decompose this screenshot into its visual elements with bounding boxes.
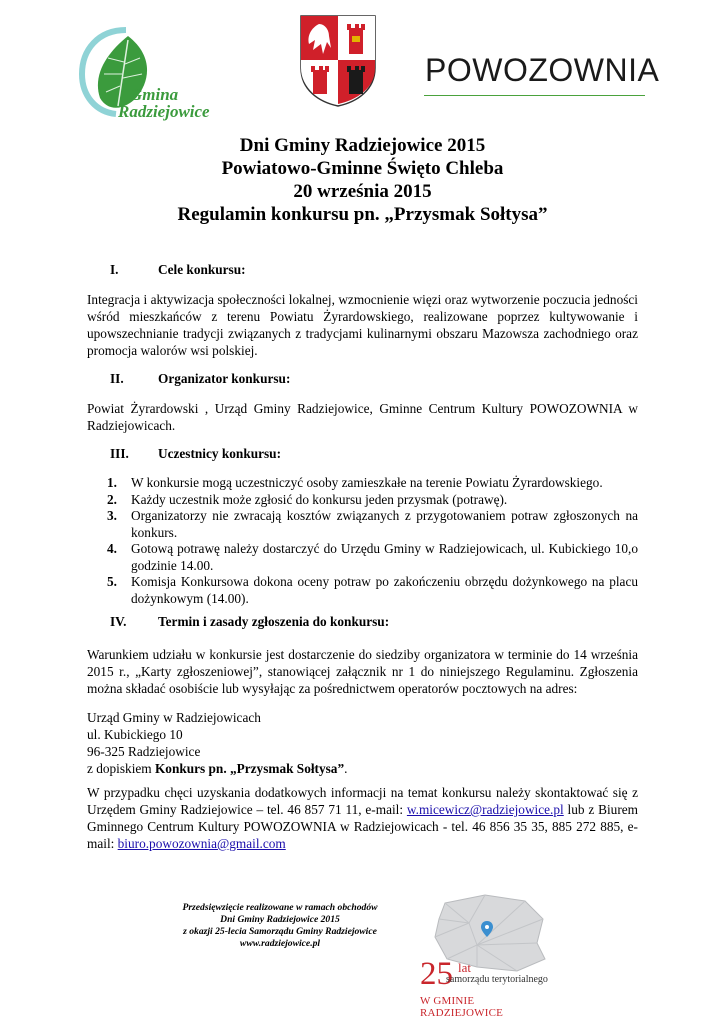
- participants-list: [87, 475, 638, 607]
- section-3-title: Uczestnicy konkursu:: [158, 446, 282, 461]
- section-2-body: Powiat Żyrardowski , Urząd Gminy Radziejowice, Gminne Centrum Kultury POWOZOWNIA w Radziejowicach.: [87, 401, 638, 433]
- gmina-radziejowice-logo: [68, 22, 218, 120]
- address-line: Urząd Gminy w Radziejowicach: [87, 710, 261, 725]
- title-line-3: 20 września 2015: [293, 181, 432, 202]
- section-4-number: IV.: [110, 614, 127, 629]
- submission-note: z dopiskiem Konkurs pn. „Przysmak Sołtysa”.: [87, 761, 348, 776]
- section-1-number: I.: [110, 262, 119, 277]
- badge-gmina: W GMINIE RADZIEJOWICE: [420, 995, 504, 1019]
- title-line-1: Dni Gminy Radziejowice 2015: [239, 135, 486, 156]
- email-link-powozownia[interactable]: biuro.powozownia@gmail.com: [117, 836, 286, 851]
- list-item: 1. W konkursie mogą uczestniczyć osoby zamieszkałe na terenie Powiatu Żyrardowskiego.: [107, 475, 603, 490]
- header-rule: [424, 95, 645, 96]
- section-1-heading: [110, 262, 246, 278]
- section-1-body: Integracja i aktywizacja społeczności lokalnej, wzmocnienie więzi oraz wytworzenie poczucia jedności wśród mieszkańców z terenu Powiatu Żyrardowskiego, realizowane poprzez kultywowanie i upowszechnianie tradycji związanych z tradycjami kulinarnymi obszaru Mazowsza zachodniego oraz promocja walorów wsi polskiej.: [87, 292, 638, 358]
- list-item: 3. Organizatorzy nie zwracają kosztów związanych z przygotowaniem potraw zgłoszonych na konkurs.: [107, 508, 638, 540]
- contest-name: Konkurs pn. „Przysmak Sołtysa”: [154, 761, 345, 776]
- badge-word: lat: [458, 960, 471, 975]
- section-3-number: III.: [110, 446, 129, 461]
- badge-number: 25: [420, 956, 453, 992]
- anniversary-badge: [420, 956, 550, 1019]
- gmina-logo-line2: Radziejowice: [118, 102, 210, 121]
- contact-info: W przypadku chęci uzyskania dodatkowych informacji na temat konkursu należy skontaktować się z Urzędem Gminy Radziejowice – tel. 46 857 71 11, e-mail: w.micewicz@radziejowice.pl lub z Biurem Gminnego Centrum Kultury POWOZOWNIA w Radziejowicach - tel. 46 856 35 35, 885 272 885, e-mail: biuro.powozownia@gmail.com: [87, 785, 638, 851]
- list-item: 5. Komisja Konkursowa dokona oceny potraw po zakończeniu obrzędu dożynkowego na placu dożynkowym (14.00).: [107, 574, 638, 606]
- section-2-heading: [110, 371, 290, 387]
- website-link[interactable]: www.radziejowice.pl: [239, 938, 321, 949]
- section-4-body: Warunkiem udziału w konkursie jest dostarczenie do siedziby organizatora w terminie do 14 września 2015 r., „Karty zgłoszeniowej”, stanowiącej załącznik nr 1 do niniejszego Regulaminu. Zgłoszenia można składać osobiście lub wysyłając za pośrednictwem operatorów pocztowych na adres:: [87, 647, 638, 696]
- list-item: 2. Każdy uczestnik może zgłosić do konkursu jeden przysmak (potrawę).: [107, 491, 508, 507]
- title-line-2: Powiatowo-Gminne Święto Chleba: [221, 158, 504, 179]
- coat-of-arms-icon: [299, 14, 377, 108]
- document-titles: [0, 134, 725, 226]
- section-4-heading: [110, 614, 389, 630]
- section-2-title: Organizator konkursu:: [158, 371, 291, 386]
- coat-of-arms: [299, 14, 377, 108]
- postal-address: [87, 709, 638, 777]
- section-3-heading: [110, 446, 281, 462]
- powozownia-logo: POWOZOWNIA: [425, 52, 660, 88]
- email-link-micewicz[interactable]: w.micewicz@radziejowice.pl: [406, 802, 564, 817]
- badge-subtitle: samorządu terytorialnego: [446, 974, 548, 985]
- section-2-number: II.: [110, 371, 124, 386]
- title-line-4: Regulamin konkursu pn. „Przysmak Sołtysa”: [177, 204, 548, 225]
- section-1-title: Cele konkursu:: [158, 262, 246, 277]
- address-line: ul. Kubickiego 10: [87, 727, 183, 742]
- gmina-logo-line1: Gmina: [130, 85, 179, 104]
- list-item: 4. Gotową potrawę należy dostarczyć do Urzędu Gminy w Radziejowicach, ul. Kubickiego 10,o godzinie 14.00.: [107, 541, 638, 573]
- footer-note: Przedsięwzięcie realizowane w ramach obchodów Dni Gminy Radziejowice 2015 z okazji 25-lecia Samorządu Gminy Radziejowice www.radziejowice.pl: [160, 902, 400, 950]
- section-4-title: Termin i zasady zgłoszenia do konkursu:: [158, 614, 390, 629]
- address-line: 96-325 Radziejowice: [87, 744, 201, 759]
